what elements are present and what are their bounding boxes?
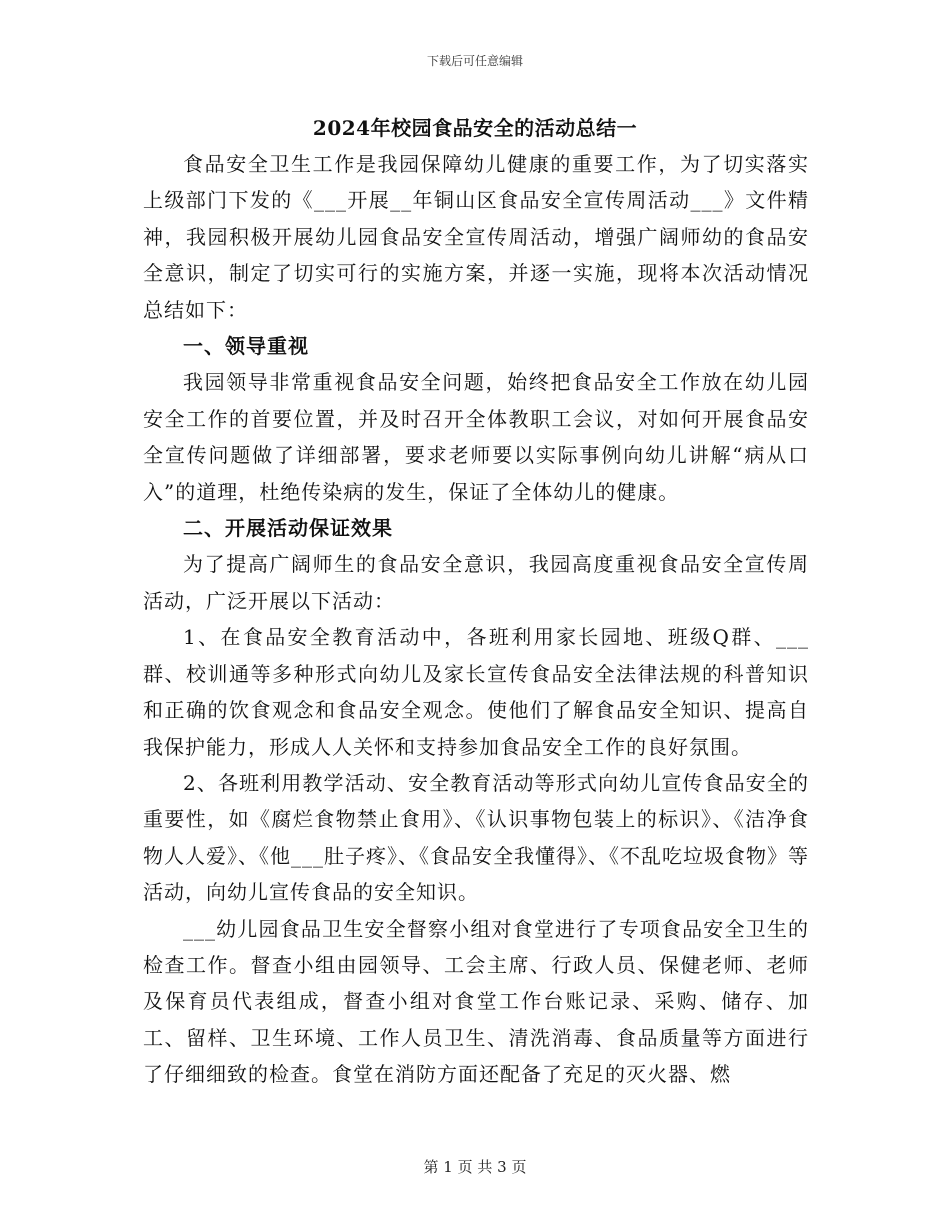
paragraph-inspection: ___幼儿园食品卫生安全督察小组对食堂进行了专项食品安全卫生的检查工作。督查小组由园领导、工会主席、行政人员、保健老师、老师及保育员代表组成，督查小组对食堂工作台账记录、采购、储存、加工、留样、卫生环境、工作人员卫生、清洗消毒、食品质量等方面进行了仔细细致的检查。食堂在消防方面还配备了充足的灭火器、燃	[143, 916, 809, 1087]
paragraph-activity-1: 1、在食品安全教育活动中，各班利用家长园地、班级Q群、___群、校训通等多种形式向幼儿及家长宣传食品安全法律法规的科普知识和正确的饮食观念和食品安全观念。使他们了解食品安全知识、提高自我保护能力，形成人人关怀和支持参加食品安全工作的良好氛围。	[143, 625, 809, 759]
document-body	[143, 146, 809, 1093]
paragraph-activity-2: 2、各班利用教学活动、安全教育活动等形式向幼儿宣传食品安全的重要性，如《腐烂食物禁止食用》、《认识事物包装上的标识》、《洁净食物人人爱》、《他___肚子疼》、《食品安全我懂得》、《不乱吃垃圾食物》等活动，向幼儿宣传食品的安全知识。	[143, 770, 809, 905]
section-heading-activities: 二、开展活动保证效果	[183, 516, 393, 541]
document-title: 2024年校园食品安全的活动总结一	[312, 116, 638, 140]
page-number: 第 1 页 共 3 页	[423, 1158, 527, 1176]
section-heading-leadership: 一、领导重视	[183, 334, 309, 359]
paragraph-intro: 食品安全卫生工作是我园保障幼儿健康的重要工作，为了切实落实上级部门下发的《___开展__年铜山区食品安全宣传周活动___》文件精神，我园积极开展幼儿园食品安全宣传周活动，增强广阔师幼的食品安全意识，制定了切实可行的实施方案，并逐一实施，现将本次活动情况总结如下：	[143, 152, 809, 322]
paragraph-leadership: 我园领导非常重视食品安全问题，始终把食品安全工作放在幼儿园安全工作的首要位置，并及时召开全体教职工会议，对如何开展食品安全宣传问题做了详细部署，要求老师要以实际事例向幼儿讲解“病从口入”的道理，杜绝传染病的发生，保证了全体幼儿的健康。	[143, 370, 809, 504]
paragraph-activities-intro: 为了提高广阔师生的食品安全意识，我园高度重视食品安全宣传周活动，广泛开展以下活动：	[143, 552, 809, 613]
page-header: 下载后可任意编辑	[426, 54, 523, 68]
